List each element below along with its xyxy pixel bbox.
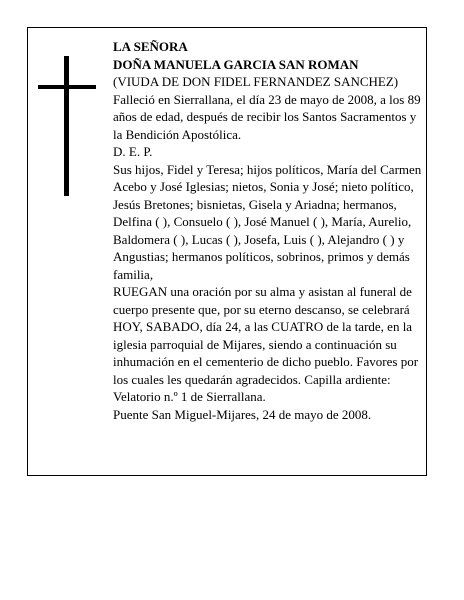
request-paragraph: RUEGAN una oración por su alma y asistan al funeral de cuerpo presente que, por su eterno descanso, se celebrará HOY, SABADO, día 24, a las CUATRO de la tarde, en la iglesia parroquial de Mijares, siendo a continuación su inhumación en el cementerio de dicho pueblo. Favores por los cuales les quedarán agradecidos. Capilla ardiente: Velatorio n.º 1 de Sierrallana. <box>113 284 419 404</box>
obituary-text <box>113 38 425 423</box>
family-paragraph: Sus hijos, Fidel y Teresa; hijos políticos, María del Carmen Acebo y José Iglesias; nietos, Sonia y José; nieto político, Jesús Bretones; bisnietas, Gisela y Ariadna; hermanos, Delfina ( ), Consuelo ( ), José Manuel ( ), María, Aurelio, Baldomera ( ), Lucas ( ), Josefa, Luis ( ), Alejandro ( ) y Angustias; hermanos políticos, sobrinos, primos y demás familia, <box>113 161 422 282</box>
death-paragraph: Falleció en Sierrallana, el día 23 de mayo de 2008, a los 89 años de edad, después de recibir los Santos Sacramentos y la Bendición Apostólica. <box>113 91 421 142</box>
place-date-line: Puente San Miguel-Mijares, 24 de mayo de 2008. <box>113 406 372 422</box>
rip-line: D. E. P. <box>113 144 153 159</box>
notice-title: LA SEÑORA <box>113 39 188 54</box>
latin-cross-icon <box>38 56 96 196</box>
widow-of-line: (VIUDA DE DON FIDEL FERNANDEZ SANCHEZ) <box>113 74 399 89</box>
cross-horizontal-bar <box>38 85 96 89</box>
deceased-name: DOÑA MANUELA GARCIA SAN ROMAN <box>113 56 359 72</box>
cross-vertical-bar <box>64 56 69 196</box>
